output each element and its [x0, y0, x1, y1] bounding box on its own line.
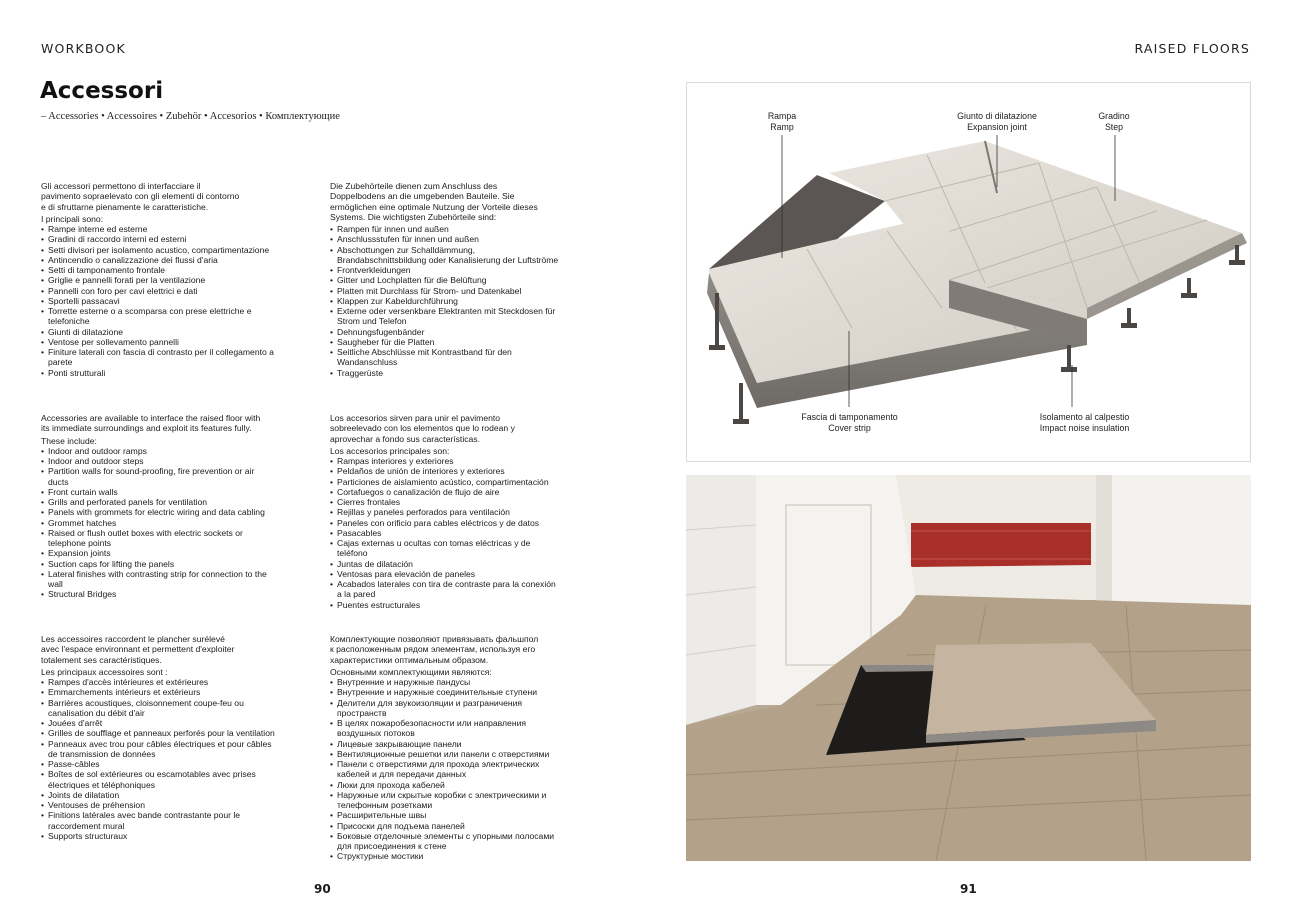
- list-item: • Люки для прохода кабелей: [330, 780, 562, 790]
- list-item: • Боковые отделочные элементы с упорными полосами для присоединения к стене: [330, 831, 562, 852]
- list-item: • Joints de dilatation: [41, 790, 276, 800]
- intro-paragraph: Los accesorios sirven para unir el pavimento sobreelevado con los elementos que lo rodean y aprovechar a fondo sus características.: [330, 413, 515, 444]
- list-item: • Externe oder versenkbare Elektranten mit Steckdosen für Strom und Telefon: [330, 306, 562, 327]
- intro-paragraph: Die Zubehörteile dienen zum Anschluss des Doppelbodens an die umgebenden Bauteile. Sie ermöglichen eine optimale Nutzung der Vorteile dieses Systems. Die wichtigsten Zubehörteile sind:: [330, 181, 538, 222]
- list-item: • Platten mit Durchlass für Strom- und Datenkabel: [330, 286, 562, 296]
- intro-paragraph: Les accessoires raccordent le plancher surélevé avec l'espace environnant et permettent d'exploiter totalement ses caractéristiques.: [41, 634, 235, 665]
- page-number-right: 91: [960, 882, 977, 896]
- list-item: • Griglie e pannelli forati per la ventilazione: [41, 275, 276, 285]
- intro-paragraph: Accessories are available to interface the raised floor with its immediate surroundings and exploit its features fully.: [41, 413, 261, 434]
- list-item: • Присоски для подъема панелей: [330, 821, 562, 831]
- list-item: • Traggerüste: [330, 368, 562, 378]
- red-rug: [911, 523, 1091, 567]
- list-item: • Juntas de dilatación: [330, 559, 562, 569]
- list-item: • Sportelli passacavi: [41, 296, 276, 306]
- text-block-italian: [41, 181, 276, 378]
- list-item: • Rampe interne ed esterne: [41, 224, 276, 234]
- callout-cover-en: Cover strip: [828, 422, 871, 433]
- list-item: • Raised or flush outlet boxes with electric sockets or telephone points: [41, 528, 276, 549]
- page-subtitle: – Accessories • Accessoires • Zubehör • Accesorios • Комплектующие: [41, 111, 340, 122]
- callout-cover-it: Fascia di tamponamento: [801, 412, 898, 422]
- intro-paragraph: Gli accessori permettono di interfacciare il pavimento sopraelevato con gli elementi di contorno e di sfruttarne pienamente le caratteristiche.: [41, 181, 240, 212]
- list-item: • Frontverkleidungen: [330, 265, 562, 275]
- page-number-left: 90: [314, 882, 331, 896]
- page-title: Accessori: [40, 78, 164, 104]
- list-item: • Ventouses de préhension: [41, 800, 276, 810]
- intro-paragraph: Комплектующие позволяют привязывать фальшпол к расположенным рядом элементам, используя его характеристики оптимальным образом.: [330, 634, 539, 665]
- text-block-english: [41, 413, 276, 600]
- list-item: • Suction caps for lifting the panels: [41, 559, 276, 569]
- list-item: • Pannelli con foro per cavi elettrici e dati: [41, 286, 276, 296]
- bullet-list: [330, 456, 562, 610]
- text-block-french: [41, 634, 276, 841]
- list-item: • Partition walls for sound-proofing, fire prevention or air ducts: [41, 466, 276, 487]
- list-item: • Abschottungen zur Schalldämmung, Brandabschnittsbildung oder Kanalisierung der Luftströme: [330, 245, 562, 266]
- list-item: • Emmarchements intérieurs et extérieurs: [41, 687, 276, 697]
- bullet-list: [41, 224, 276, 378]
- text-block-russian: [330, 634, 562, 862]
- list-item: • Antincendio o canalizzazione dei flussi d'aria: [41, 255, 276, 265]
- list-item: • Расширительные швы: [330, 810, 562, 820]
- list-item: • Indoor and outdoor ramps: [41, 446, 276, 456]
- list-item: • Grills and perforated panels for ventilation: [41, 497, 276, 507]
- right-wall: [1096, 475, 1251, 605]
- bullet-list: [330, 224, 562, 378]
- list-item: • Expansion joints: [41, 548, 276, 558]
- list-item: • Dehnungsfugenbänder: [330, 327, 562, 337]
- list-item: • Ponti strutturali: [41, 368, 276, 378]
- list-item: • Cierres frontales: [330, 497, 562, 507]
- raised-floor-illustration: [687, 83, 1251, 462]
- list-item: • В целях пожаробезопасности или направления воздушных потоков: [330, 718, 562, 739]
- opening-frame: [861, 665, 941, 672]
- list-item: • Cajas externas u ocultas con tomas eléctricas y de teléfono: [330, 538, 562, 559]
- callout-impact-insulation: [1027, 412, 1142, 433]
- list-lead: Los accesorios principales son:: [330, 445, 450, 456]
- list-item: • Klappen zur Kabeldurchführung: [330, 296, 562, 306]
- list-item: • Panels with grommets for electric wiring and data cabling: [41, 507, 276, 517]
- callout-step-en: Step: [1104, 121, 1124, 132]
- callout-joint-it: Giunto di dilatazione: [957, 111, 1037, 121]
- callout-ramp-it: Rampa: [767, 111, 797, 121]
- text-block-spanish: [330, 413, 562, 610]
- accessories-diagram: [686, 82, 1251, 462]
- list-item: • Passe-câbles: [41, 759, 276, 769]
- list-item: • Rejillas y paneles perforados para ventilación: [330, 507, 562, 517]
- text-block-german: [330, 181, 562, 378]
- list-item: • Finitions latérales avec bande contrastante pour le raccordement mural: [41, 810, 276, 831]
- list-item: • Saugheber für die Platten: [330, 337, 562, 347]
- list-item: • Seitliche Abschlüsse mit Kontrastband für den Wandanschluss: [330, 347, 562, 368]
- list-item: • Paneles con orificio para cables eléctricos y de datos: [330, 518, 562, 528]
- list-item: • Gradini di raccordo interni ed esterni: [41, 234, 276, 244]
- list-item: • Ventosas para elevación de paneles: [330, 569, 562, 579]
- list-item: • Делители для звукоизоляции и разграничения пространств: [330, 698, 562, 719]
- list-item: • Panneaux avec trou pour câbles électriques et pour câbles de transmission de données: [41, 739, 276, 760]
- callout-impact-en: Impact noise insulation: [1039, 422, 1130, 433]
- callout-expansion-joint: [942, 111, 1052, 132]
- list-lead: Основными комплектующими являются:: [330, 666, 492, 677]
- list-item: • Indoor and outdoor steps: [41, 456, 276, 466]
- list-item: • Supports structuraux: [41, 831, 276, 841]
- running-head-right: RAISED FLOORS: [1134, 41, 1250, 56]
- list-item: • Gitter und Lochplatten für die Belüftung: [330, 275, 562, 285]
- left-cabinet: [686, 475, 756, 725]
- callout-ramp: [757, 111, 807, 132]
- list-item: • Rampes d'accès intérieures et extérieures: [41, 677, 276, 687]
- callout-ramp-en: Ramp: [770, 121, 794, 132]
- list-item: • Setti di tamponamento frontale: [41, 265, 276, 275]
- list-item: • Torrette esterne o a scomparsa con prese elettriche e telefoniche: [41, 306, 276, 327]
- list-item: • Setti divisori per isolamento acustico, compartimentazione: [41, 245, 276, 255]
- callout-step-it: Gradino: [1098, 111, 1130, 121]
- list-item: • Наружные или скрытые коробки с электрическими и телефонным розетками: [330, 790, 562, 811]
- list-item: • Вентиляционные решетки или панели с отверстиями: [330, 749, 562, 759]
- running-head-left: WORKBOOK: [41, 41, 126, 56]
- list-item: • Anschlussstufen für innen und außen: [330, 234, 562, 244]
- list-item: • Barrières acoustiques, cloisonnement coupe-feu ou canalisation du débit d'air: [41, 698, 276, 719]
- list-item: • Внутренние и наружные пандусы: [330, 677, 562, 687]
- floor-photo-illustration: [686, 475, 1251, 861]
- list-item: • Acabados laterales con tira de contraste para la conexión a la pared: [330, 579, 562, 600]
- list-item: • Лицевые закрывающие панели: [330, 739, 562, 749]
- list-item: • Boîtes de sol extérieures ou escamotables avec prises électriques et téléphoniques: [41, 769, 276, 790]
- callout-cover-strip: [787, 412, 912, 433]
- raised-floor-photo: [686, 475, 1251, 861]
- list-item: • Pasacables: [330, 528, 562, 538]
- list-lead: Les principaux accessoires sont :: [41, 666, 168, 677]
- callout-step: [1089, 111, 1139, 132]
- list-item: • Внутренние и наружные соединительные ступени: [330, 687, 562, 697]
- bullet-list: [41, 446, 276, 600]
- list-item: • Ventose per sollevamento pannelli: [41, 337, 276, 347]
- callout-impact-it: Isolamento al calpestio: [1039, 412, 1130, 422]
- bullet-list: [41, 677, 276, 841]
- list-item: • Particiones de aislamiento acústico, compartimentación: [330, 477, 562, 487]
- list-item: • Панели с отверстиями для прохода электрических кабелей и для передачи данных: [330, 759, 562, 780]
- list-item: • Rampen für innen und außen: [330, 224, 562, 234]
- list-item: • Rampas interiores y exteriores: [330, 456, 562, 466]
- list-item: • Lateral finishes with contrasting strip for connection to the wall: [41, 569, 276, 590]
- list-item: • Finiture laterali con fascia di contrasto per il collegamento a parete: [41, 347, 276, 368]
- callout-joint-en: Expansion joint: [967, 121, 1027, 132]
- list-item: • Structural Bridges: [41, 589, 276, 599]
- list-lead: I principali sono:: [41, 213, 104, 224]
- list-item: • Grommet hatches: [41, 518, 276, 528]
- list-lead: These include:: [41, 435, 97, 446]
- list-item: • Puentes estructurales: [330, 600, 562, 610]
- bullet-list: [330, 677, 562, 862]
- list-item: • Front curtain walls: [41, 487, 276, 497]
- list-item: • Peldaños de unión de interiores y exteriores: [330, 466, 562, 476]
- list-item: • Jouées d'arrêt: [41, 718, 276, 728]
- list-item: • Cortafuegos o canalización de flujo de aire: [330, 487, 562, 497]
- list-item: • Giunti di dilatazione: [41, 327, 276, 337]
- right-door-frame: [1096, 475, 1112, 605]
- list-item: • Grilles de soufflage et panneaux perforés pour la ventilation: [41, 728, 276, 738]
- list-item: • Структурные мостики: [330, 851, 562, 861]
